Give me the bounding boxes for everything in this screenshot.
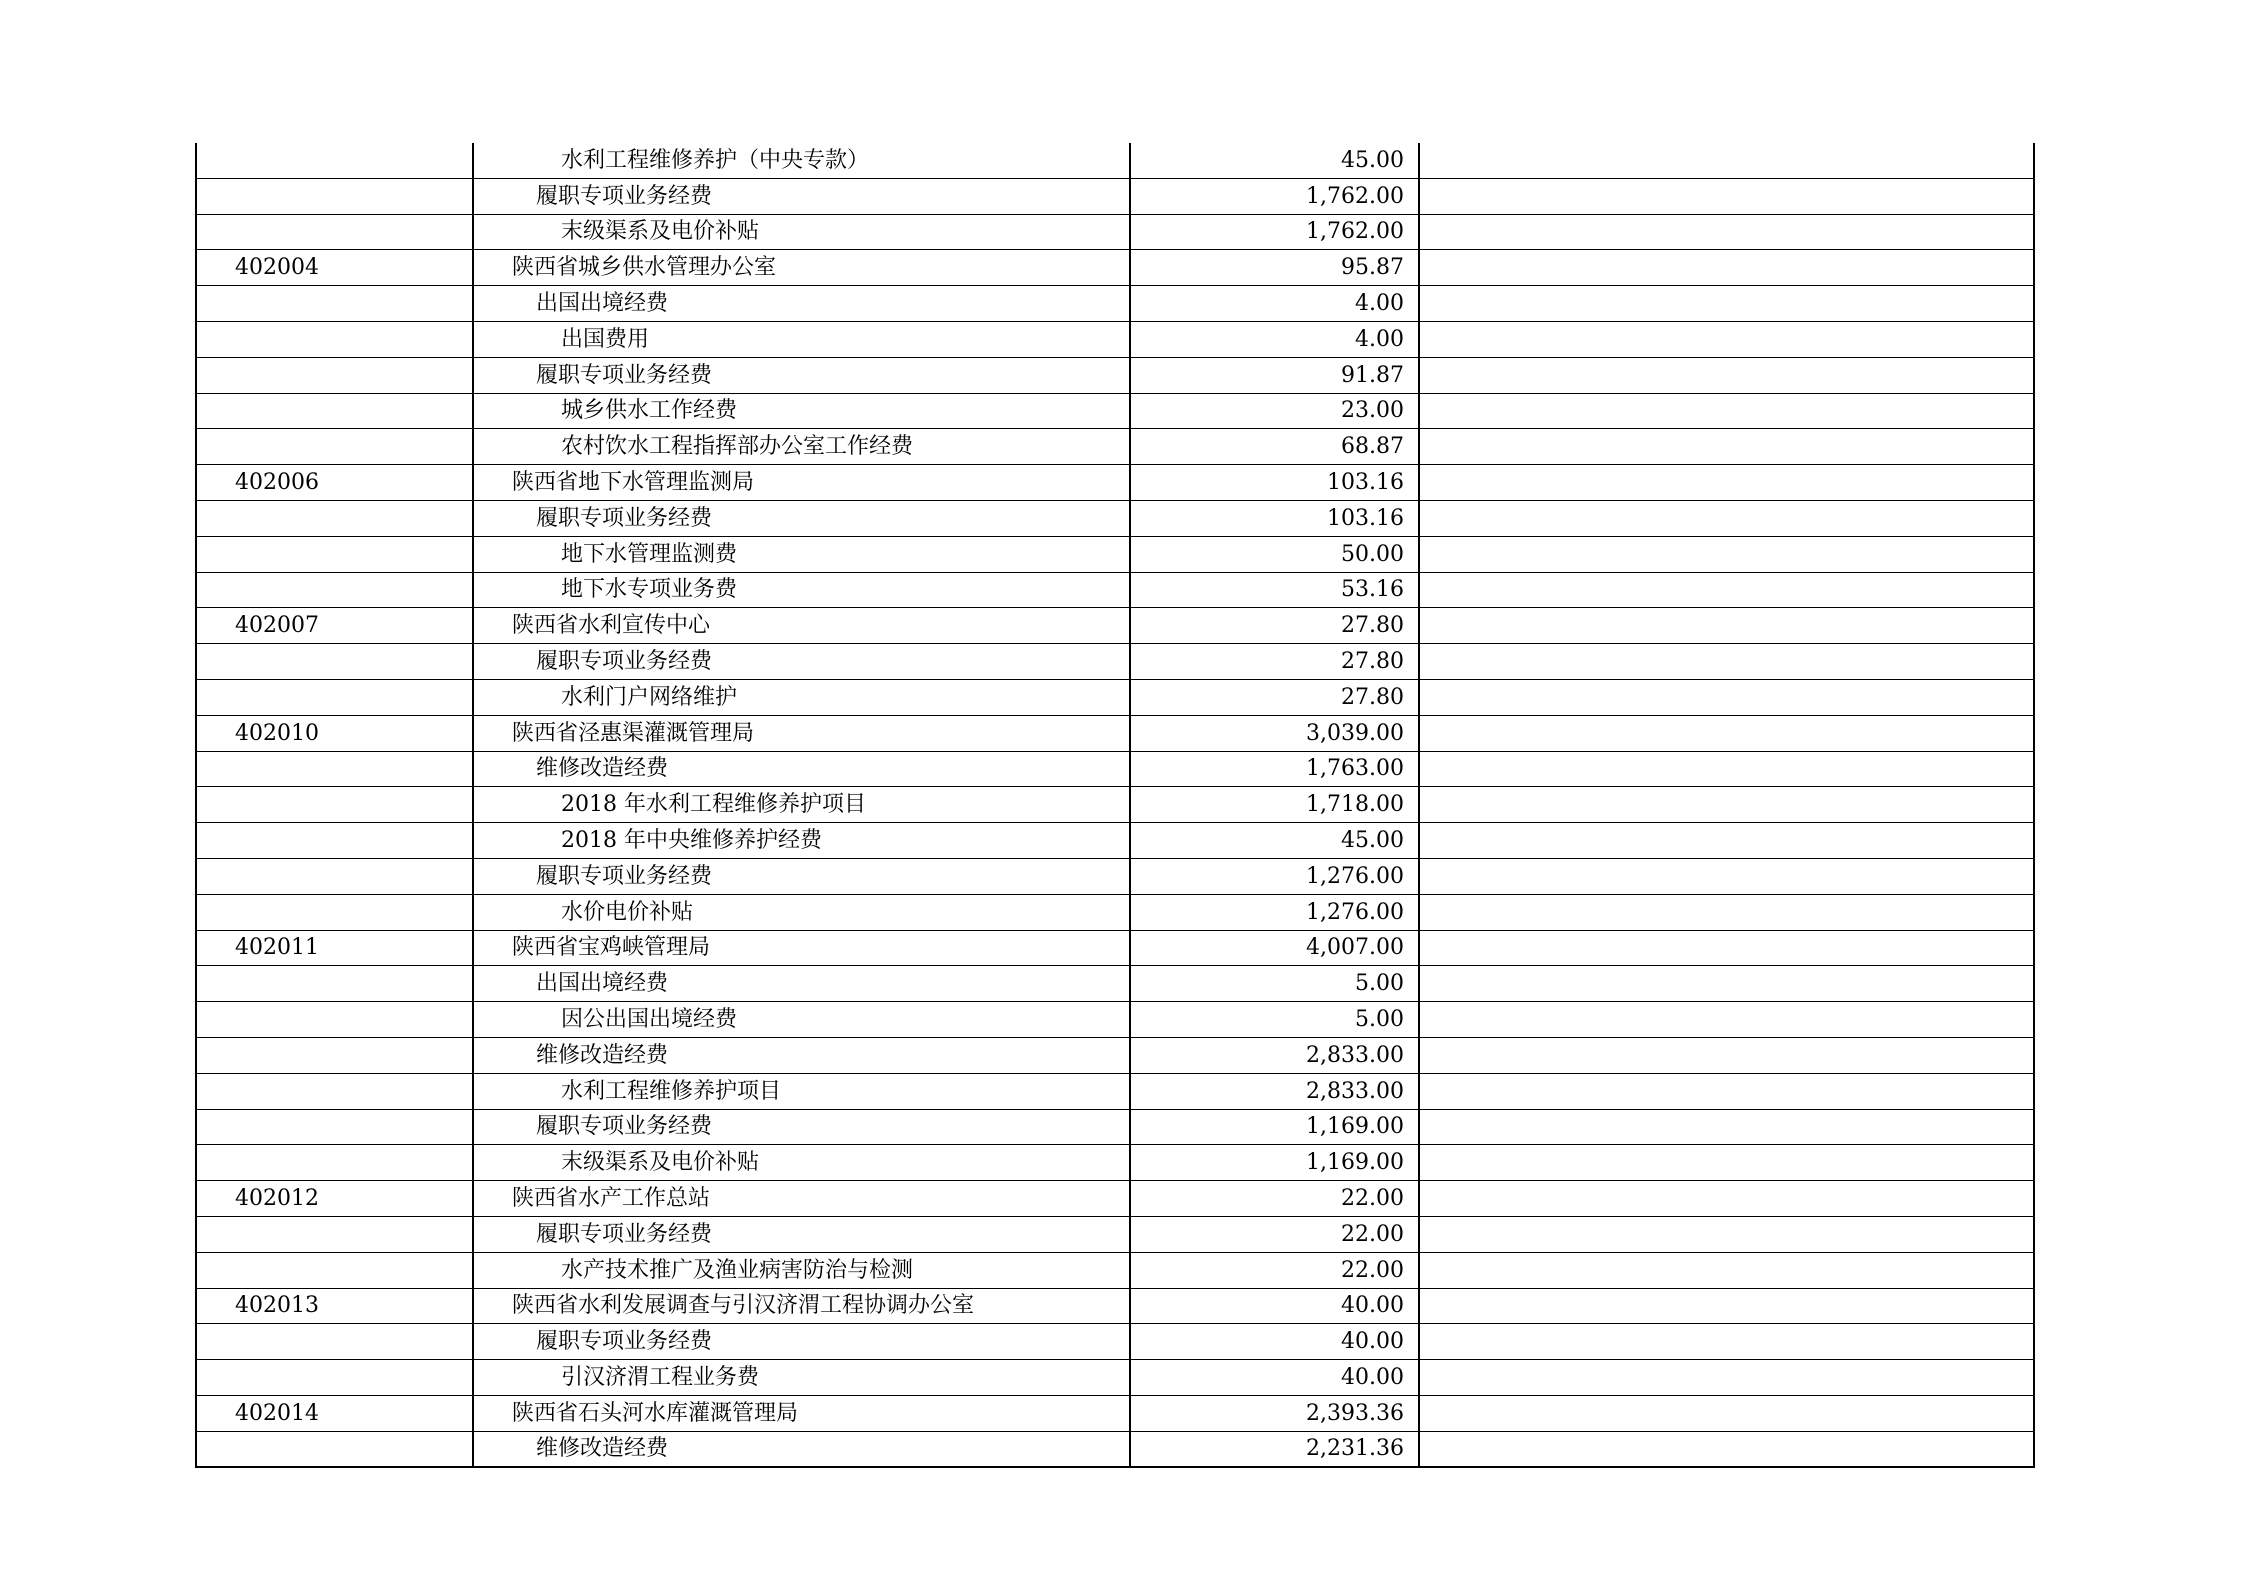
amount-cell: 5.00 xyxy=(1130,1002,1419,1038)
amount-cell: 22.00 xyxy=(1130,1181,1419,1217)
amount-cell: 23.00 xyxy=(1130,393,1419,429)
table-row xyxy=(196,1002,2034,1038)
item-name-cell: 农村饮水工程指挥部办公室工作经费 xyxy=(473,429,1130,465)
table-row xyxy=(196,1037,2034,1073)
unit-code-cell: 402012 xyxy=(196,1181,473,1217)
note-cell xyxy=(1419,500,2034,536)
note-cell xyxy=(1419,715,2034,751)
table-row xyxy=(196,751,2034,787)
note-cell xyxy=(1419,250,2034,286)
item-name-cell: 水利门户网络维护 xyxy=(473,679,1130,715)
unit-code-cell: 402014 xyxy=(196,1395,473,1431)
unit-code-cell xyxy=(196,393,473,429)
amount-cell: 27.80 xyxy=(1130,608,1419,644)
unit-code-cell xyxy=(196,858,473,894)
table-row xyxy=(196,1431,2034,1467)
table-body xyxy=(196,143,2034,1467)
item-name-cell: 履职专项业务经费 xyxy=(473,1216,1130,1252)
amount-cell: 68.87 xyxy=(1130,429,1419,465)
table-row xyxy=(196,894,2034,930)
item-name-cell: 陕西省石头河水库灌溉管理局 xyxy=(473,1395,1130,1431)
item-name-cell: 陕西省地下水管理监测局 xyxy=(473,465,1130,501)
note-cell xyxy=(1419,465,2034,501)
item-name-cell: 履职专项业务经费 xyxy=(473,357,1130,393)
amount-cell: 27.80 xyxy=(1130,679,1419,715)
item-name-cell: 陕西省泾惠渠灌溉管理局 xyxy=(473,715,1130,751)
table-row xyxy=(196,286,2034,322)
item-name-cell: 因公出国出境经费 xyxy=(473,1002,1130,1038)
amount-cell: 40.00 xyxy=(1130,1288,1419,1324)
amount-cell: 40.00 xyxy=(1130,1324,1419,1360)
item-name-cell: 末级渠系及电价补贴 xyxy=(473,214,1130,250)
unit-code-cell xyxy=(196,1109,473,1145)
unit-code-cell xyxy=(196,894,473,930)
item-name-cell: 陕西省水利宣传中心 xyxy=(473,608,1130,644)
note-cell xyxy=(1419,178,2034,214)
note-cell xyxy=(1419,1324,2034,1360)
unit-code-cell xyxy=(196,787,473,823)
table-row xyxy=(196,465,2034,501)
item-name-cell: 履职专项业务经费 xyxy=(473,644,1130,680)
note-cell xyxy=(1419,858,2034,894)
unit-code-cell xyxy=(196,1252,473,1288)
amount-cell: 1,762.00 xyxy=(1130,214,1419,250)
note-cell xyxy=(1419,787,2034,823)
unit-code-cell xyxy=(196,500,473,536)
item-name-cell: 2018 年中央维修养护经费 xyxy=(473,823,1130,859)
item-name-cell: 陕西省宝鸡峡管理局 xyxy=(473,930,1130,966)
amount-cell: 50.00 xyxy=(1130,536,1419,572)
unit-code-cell xyxy=(196,1216,473,1252)
item-name-cell: 维修改造经费 xyxy=(473,1431,1130,1467)
item-name-cell: 地下水管理监测费 xyxy=(473,536,1130,572)
unit-code-cell: 402013 xyxy=(196,1288,473,1324)
item-name-cell: 出国费用 xyxy=(473,321,1130,357)
unit-code-cell xyxy=(196,1431,473,1467)
item-name-cell: 陕西省水利发展调查与引汉济渭工程协调办公室 xyxy=(473,1288,1130,1324)
item-name-cell: 引汉济渭工程业务费 xyxy=(473,1360,1130,1396)
item-name-cell: 维修改造经费 xyxy=(473,751,1130,787)
item-name-cell: 城乡供水工作经费 xyxy=(473,393,1130,429)
amount-cell: 40.00 xyxy=(1130,1360,1419,1396)
table-row xyxy=(196,930,2034,966)
table-row xyxy=(196,715,2034,751)
note-cell xyxy=(1419,143,2034,178)
note-cell xyxy=(1419,286,2034,322)
amount-cell: 45.00 xyxy=(1130,143,1419,178)
note-cell xyxy=(1419,1037,2034,1073)
amount-cell: 4,007.00 xyxy=(1130,930,1419,966)
item-name-cell: 地下水专项业务费 xyxy=(473,572,1130,608)
unit-code-cell xyxy=(196,644,473,680)
note-cell xyxy=(1419,1002,2034,1038)
item-name-cell: 水价电价补贴 xyxy=(473,894,1130,930)
note-cell xyxy=(1419,536,2034,572)
unit-code-cell xyxy=(196,1360,473,1396)
note-cell xyxy=(1419,429,2034,465)
amount-cell: 1,276.00 xyxy=(1130,858,1419,894)
item-name-cell: 履职专项业务经费 xyxy=(473,178,1130,214)
note-cell xyxy=(1419,1360,2034,1396)
note-cell xyxy=(1419,1145,2034,1181)
amount-cell: 95.87 xyxy=(1130,250,1419,286)
unit-code-cell xyxy=(196,1037,473,1073)
table-row xyxy=(196,608,2034,644)
item-name-cell: 履职专项业务经费 xyxy=(473,858,1130,894)
note-cell xyxy=(1419,1181,2034,1217)
table-row xyxy=(196,1360,2034,1396)
table-row xyxy=(196,1145,2034,1181)
unit-code-cell xyxy=(196,966,473,1002)
item-name-cell: 2018 年水利工程维修养护项目 xyxy=(473,787,1130,823)
table-row xyxy=(196,393,2034,429)
table-row xyxy=(196,966,2034,1002)
amount-cell: 1,169.00 xyxy=(1130,1109,1419,1145)
unit-code-cell xyxy=(196,1073,473,1109)
note-cell xyxy=(1419,1109,2034,1145)
unit-code-cell xyxy=(196,823,473,859)
table-row xyxy=(196,572,2034,608)
amount-cell: 1,169.00 xyxy=(1130,1145,1419,1181)
note-cell xyxy=(1419,823,2034,859)
note-cell xyxy=(1419,1395,2034,1431)
unit-code-cell xyxy=(196,321,473,357)
table-row xyxy=(196,536,2034,572)
amount-cell: 2,231.36 xyxy=(1130,1431,1419,1467)
table-row xyxy=(196,1181,2034,1217)
amount-cell: 53.16 xyxy=(1130,572,1419,608)
unit-code-cell xyxy=(196,143,473,178)
amount-cell: 22.00 xyxy=(1130,1252,1419,1288)
amount-cell: 4.00 xyxy=(1130,286,1419,322)
unit-code-cell xyxy=(196,357,473,393)
amount-cell: 27.80 xyxy=(1130,644,1419,680)
table-row xyxy=(196,644,2034,680)
table-row xyxy=(196,1109,2034,1145)
item-name-cell: 履职专项业务经费 xyxy=(473,1109,1130,1145)
table-row xyxy=(196,1252,2034,1288)
table-row xyxy=(196,858,2034,894)
table-row xyxy=(196,178,2034,214)
unit-code-cell: 402007 xyxy=(196,608,473,644)
unit-code-cell: 402004 xyxy=(196,250,473,286)
unit-code-cell xyxy=(196,214,473,250)
amount-cell: 103.16 xyxy=(1130,500,1419,536)
note-cell xyxy=(1419,930,2034,966)
amount-cell: 3,039.00 xyxy=(1130,715,1419,751)
unit-code-cell xyxy=(196,572,473,608)
unit-code-cell xyxy=(196,536,473,572)
amount-cell: 45.00 xyxy=(1130,823,1419,859)
item-name-cell: 履职专项业务经费 xyxy=(473,500,1130,536)
amount-cell: 1,762.00 xyxy=(1130,178,1419,214)
table-row xyxy=(196,1288,2034,1324)
unit-code-cell xyxy=(196,1002,473,1038)
note-cell xyxy=(1419,679,2034,715)
amount-cell: 103.16 xyxy=(1130,465,1419,501)
note-cell xyxy=(1419,966,2034,1002)
note-cell xyxy=(1419,357,2034,393)
unit-code-cell xyxy=(196,1145,473,1181)
note-cell xyxy=(1419,393,2034,429)
note-cell xyxy=(1419,321,2034,357)
note-cell xyxy=(1419,1073,2034,1109)
unit-code-cell xyxy=(196,751,473,787)
unit-code-cell xyxy=(196,429,473,465)
item-name-cell: 末级渠系及电价补贴 xyxy=(473,1145,1130,1181)
unit-code-cell xyxy=(196,286,473,322)
unit-code-cell: 402010 xyxy=(196,715,473,751)
amount-cell: 5.00 xyxy=(1130,966,1419,1002)
item-name-cell: 陕西省城乡供水管理办公室 xyxy=(473,250,1130,286)
note-cell xyxy=(1419,1288,2034,1324)
table-row xyxy=(196,679,2034,715)
table-row xyxy=(196,1324,2034,1360)
unit-code-cell xyxy=(196,679,473,715)
note-cell xyxy=(1419,751,2034,787)
table-row xyxy=(196,823,2034,859)
table-row xyxy=(196,143,2034,178)
amount-cell: 2,393.36 xyxy=(1130,1395,1419,1431)
amount-cell: 1,718.00 xyxy=(1130,787,1419,823)
amount-cell: 91.87 xyxy=(1130,357,1419,393)
table-row xyxy=(196,250,2034,286)
unit-code-cell xyxy=(196,1324,473,1360)
note-cell xyxy=(1419,608,2034,644)
item-name-cell: 出国出境经费 xyxy=(473,966,1130,1002)
item-name-cell: 维修改造经费 xyxy=(473,1037,1130,1073)
amount-cell: 2,833.00 xyxy=(1130,1037,1419,1073)
amount-cell: 22.00 xyxy=(1130,1216,1419,1252)
table-row xyxy=(196,1073,2034,1109)
table-row xyxy=(196,1216,2034,1252)
unit-code-cell: 402006 xyxy=(196,465,473,501)
item-name-cell: 水利工程维修养护项目 xyxy=(473,1073,1130,1109)
amount-cell: 4.00 xyxy=(1130,321,1419,357)
note-cell xyxy=(1419,214,2034,250)
amount-cell: 1,276.00 xyxy=(1130,894,1419,930)
amount-cell: 2,833.00 xyxy=(1130,1073,1419,1109)
note-cell xyxy=(1419,1431,2034,1467)
table-row xyxy=(196,787,2034,823)
amount-cell: 1,763.00 xyxy=(1130,751,1419,787)
unit-code-cell: 402011 xyxy=(196,930,473,966)
budget-table xyxy=(195,143,2035,1468)
table-row xyxy=(196,500,2034,536)
note-cell xyxy=(1419,1252,2034,1288)
item-name-cell: 出国出境经费 xyxy=(473,286,1130,322)
note-cell xyxy=(1419,894,2034,930)
item-name-cell: 陕西省水产工作总站 xyxy=(473,1181,1130,1217)
note-cell xyxy=(1419,572,2034,608)
table-row xyxy=(196,214,2034,250)
unit-code-cell xyxy=(196,178,473,214)
table-row xyxy=(196,429,2034,465)
item-name-cell: 履职专项业务经费 xyxy=(473,1324,1130,1360)
item-name-cell: 水产技术推广及渔业病害防治与检测 xyxy=(473,1252,1130,1288)
item-name-cell: 水利工程维修养护（中央专款） xyxy=(473,143,1130,178)
table-row xyxy=(196,1395,2034,1431)
table-row xyxy=(196,357,2034,393)
note-cell xyxy=(1419,1216,2034,1252)
table-row xyxy=(196,321,2034,357)
note-cell xyxy=(1419,644,2034,680)
